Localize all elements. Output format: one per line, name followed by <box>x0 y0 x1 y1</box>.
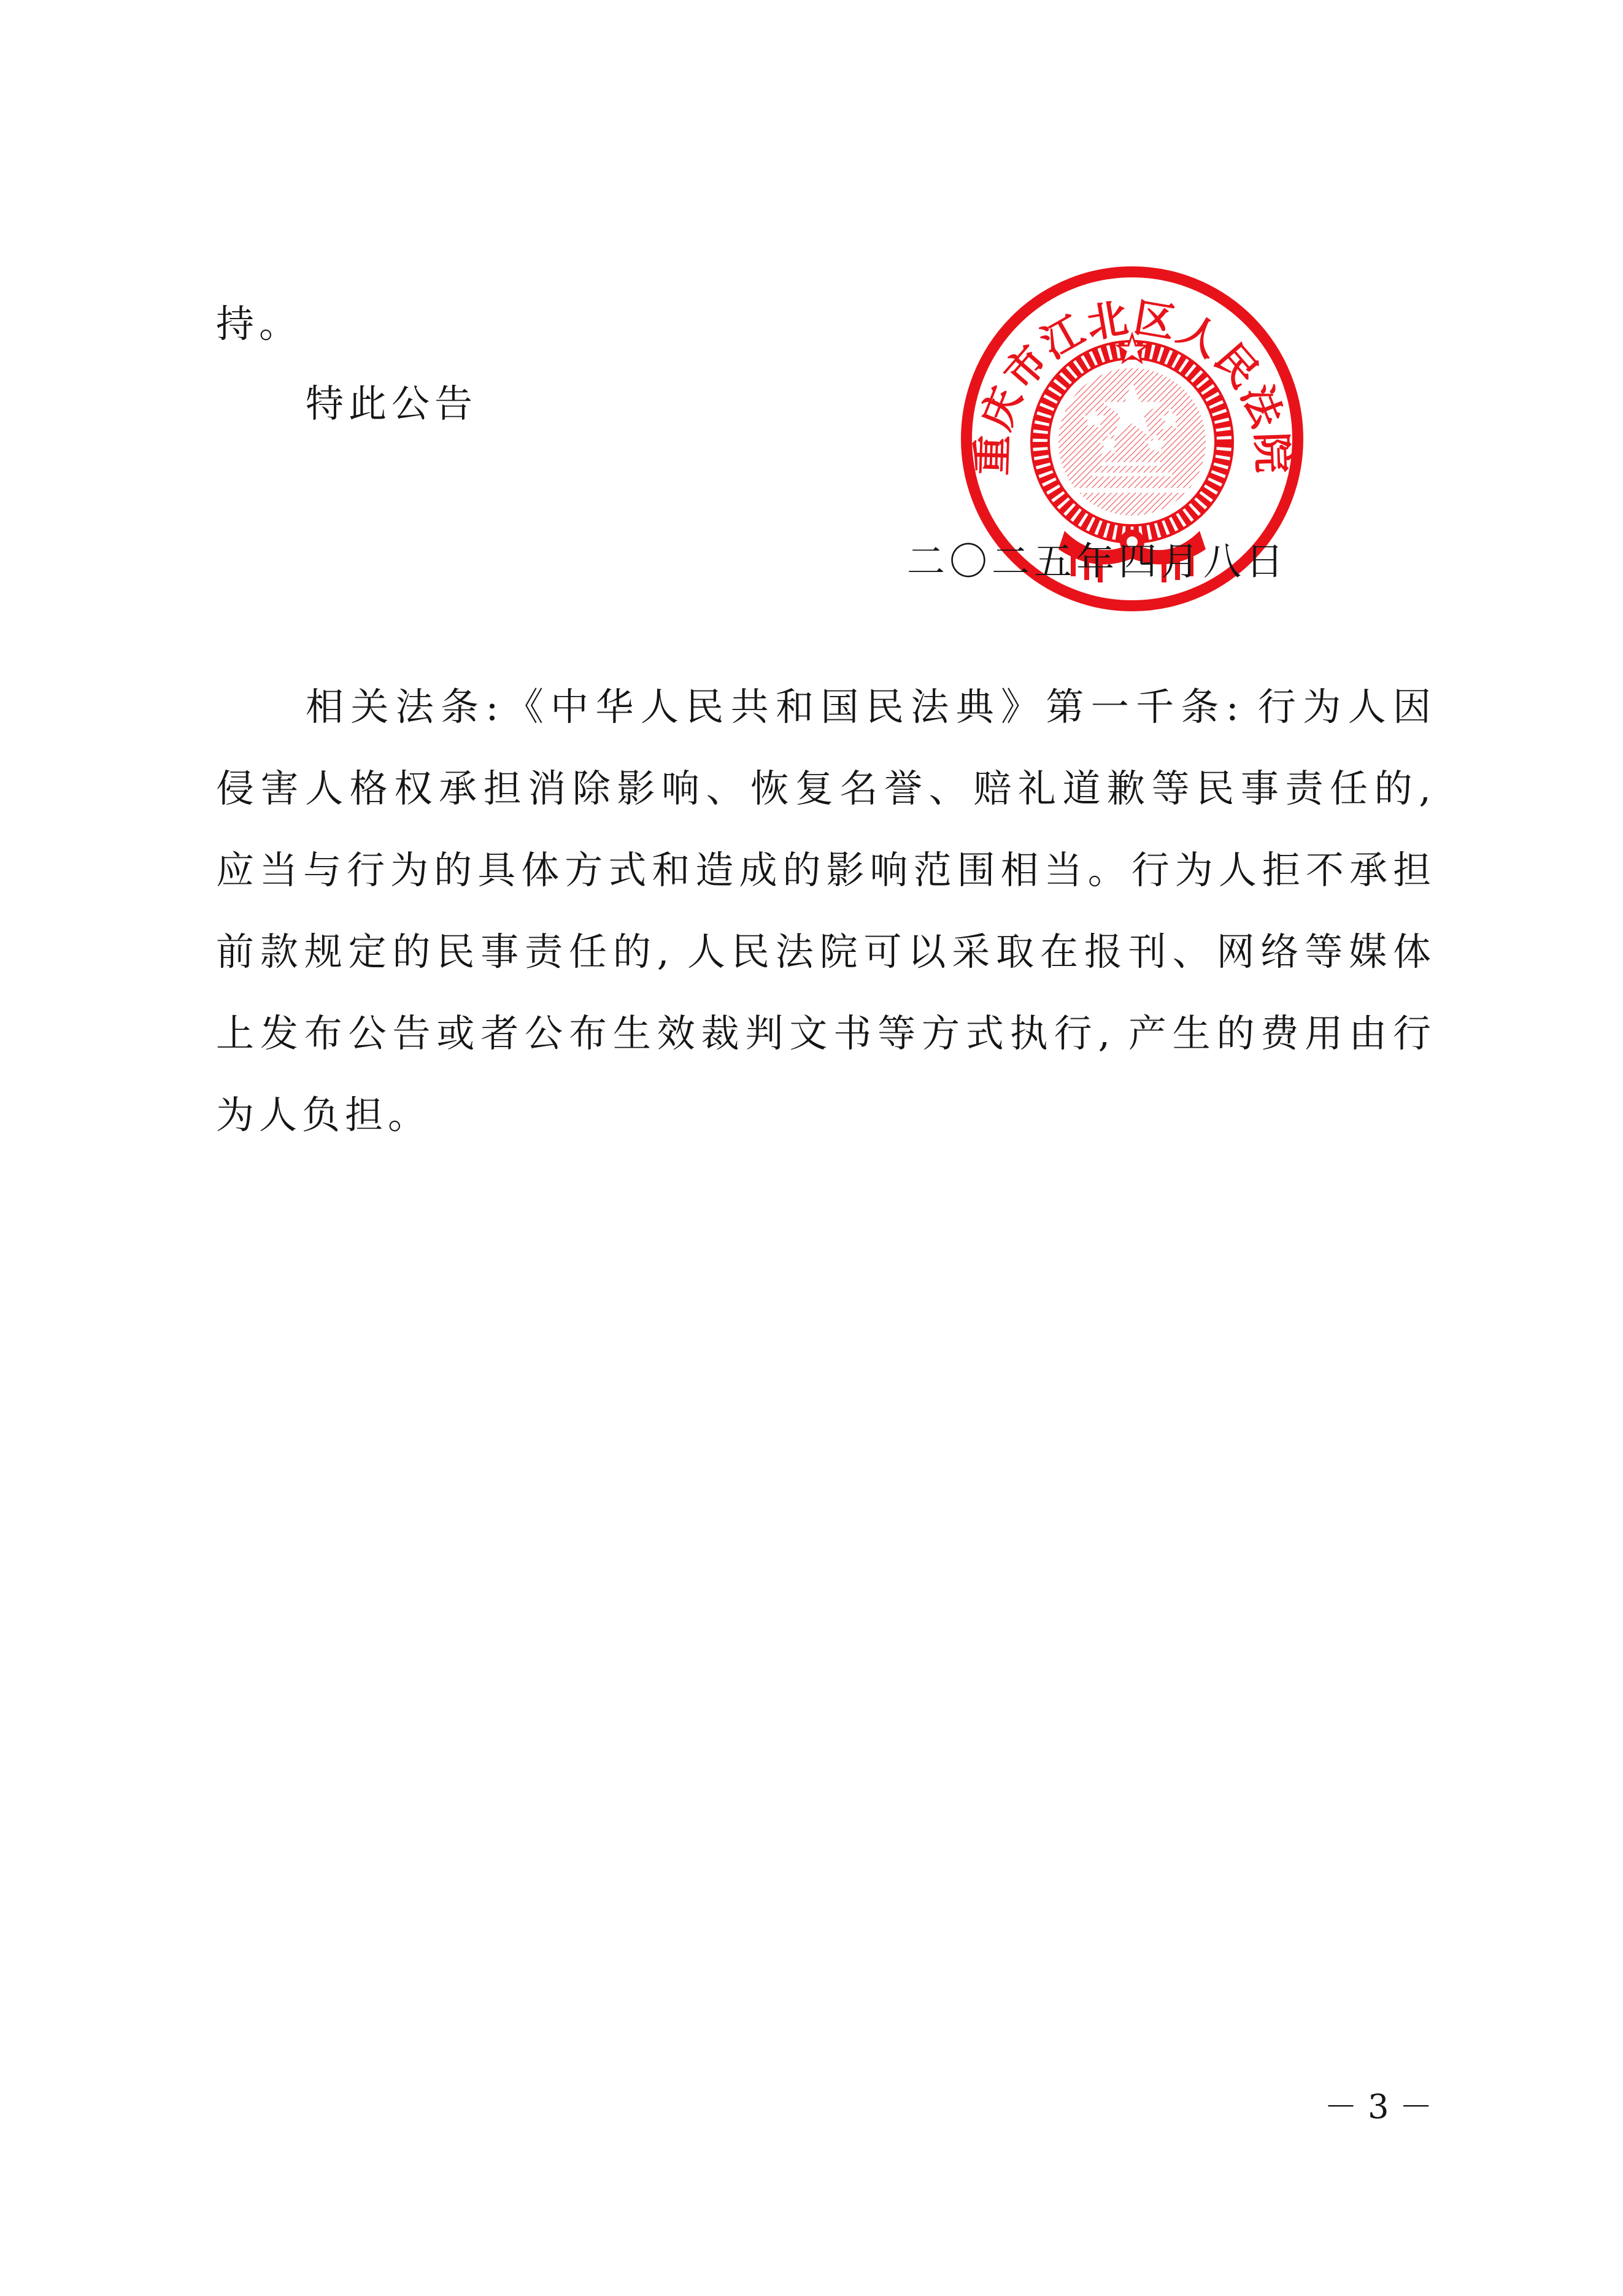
page-number: － 3 － <box>1324 2087 1433 2126</box>
legal-reference-line: 侵害人格权承担消除影响、恢复名誉、赔礼道歉等民事责任的, <box>216 766 1431 811</box>
legal-reference-line: 上发布公告或者公布生效裁判文书等方式执行, 产生的费用由行 <box>216 1011 1431 1056</box>
legal-reference-line: 应当与行为的具体方式和造成的影响范围相当。行为人拒不承担 <box>216 848 1431 892</box>
seal-org-name: 重庆市江北区人民法院 <box>968 293 1297 476</box>
legal-reference-line: 相关法条:《中华人民共和国民法典》第一千条: 行为人因 <box>306 684 1431 729</box>
issue-date: 二〇二五年四月八日 <box>907 539 1289 584</box>
closing-phrase: 特此公告 <box>306 381 478 426</box>
legal-reference-line: 为人负担。 <box>216 1092 431 1137</box>
legal-reference-line: 前款规定的民事责任的, 人民法院可以采取在报刊、网络等媒体 <box>216 929 1431 974</box>
continuation-text: 持。 <box>216 301 303 346</box>
